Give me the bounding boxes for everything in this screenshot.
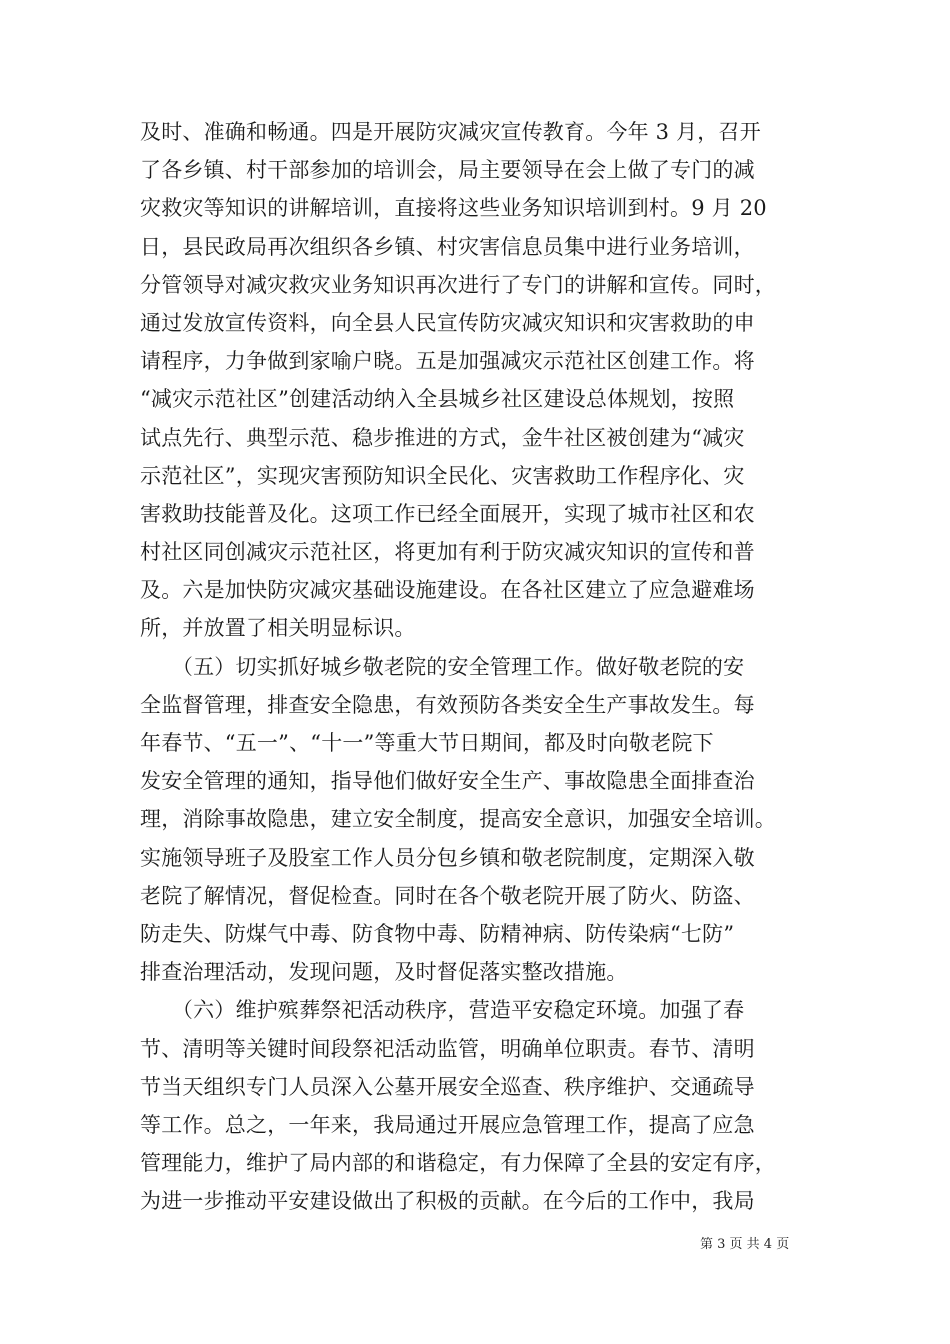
text-line-1: 及时、准确和畅通。四是开展防灾减灾宣传教育。今年 3 月，召开 — [140, 120, 761, 144]
text-line-6: 通过发放宣传资料，向全县人民宣传防灾减灾知识和灾害救助的申 — [140, 310, 755, 335]
text-line-19: 理，消除事故隐患，建立安全制度，提高安全意识，加强安全培训。 — [140, 807, 776, 832]
text-line-8: “减灾示范社区”创建活动纳入全县城乡社区建设总体规划，按照 — [140, 387, 735, 412]
text-line-11: 害救助技能普及化。这项工作已经全面展开，实现了城市社区和农 — [140, 501, 755, 526]
text-line-27: 等工作。总之，一年来，我局通过开展应急管理工作，提高了应急 — [140, 1112, 755, 1137]
text-line-20: 实施领导班子及股室工作人员分包乡镇和敬老院制度，定期深入敬 — [140, 845, 755, 870]
text-line-22: 防走失、防煤气中毒、防食物中毒、防精神病、防传染病“七防” — [140, 921, 735, 946]
text-line-24: （六）维护殡葬祭祀活动秩序，营造平安稳定环境。加强了春 — [140, 998, 745, 1023]
text-line-28: 管理能力，维护了局内部的和谐稳定，有力保障了全县的安定有序， — [140, 1151, 776, 1176]
text-line-4: 日，县民政局再次组织各乡镇、村灾害信息员集中进行业务培训， — [140, 234, 755, 259]
text-line-2: 了各乡镇、村干部参加的培训会，局主要领导在会上做了专门的减 — [140, 158, 755, 183]
text-line-12: 村社区同创减灾示范社区，将更加有利于防灾减灾知识的宣传和普 — [140, 540, 755, 565]
text-line-23: 排查治理活动，发现问题，及时督促落实整改措施。 — [140, 960, 628, 985]
text-line-7: 请程序，力争做到家喻户晓。五是加强减灾示范社区创建工作。将 — [140, 349, 755, 374]
page-number-footer: 第 3 页 共 4 页 — [700, 1237, 790, 1252]
text-line-14: 所，并放置了相关明显标识。 — [140, 616, 416, 641]
text-line-15: （五）切实抓好城乡敬老院的安全管理工作。做好敬老院的安 — [140, 654, 745, 679]
text-line-21: 老院了解情况，督促检查。同时在各个敬老院开展了防火、防盗、 — [140, 883, 755, 908]
text-line-16: 全监督管理，排查安全隐患，有效预防各类安全生产事故发生。每 — [140, 692, 755, 717]
text-line-25: 节、清明等关键时间段祭祀活动监管，明确单位职责。春节、清明 — [140, 1036, 755, 1061]
document-body — [140, 113, 810, 1220]
text-line-18: 发安全管理的通知，指导他们做好安全生产、事故隐患全面排查治 — [140, 769, 755, 794]
text-line-3: 灾救灾等知识的讲解培训，直接将这些业务知识培训到村。9 月 20 — [140, 196, 767, 221]
text-line-17: 年春节、“五一”、“十一”等重大节日期间，都及时向敬老院下 — [140, 731, 714, 755]
text-line-13: 及。六是加快防灾减灾基础设施建设。在各社区建立了应急避难场 — [140, 578, 755, 603]
text-line-10: 示范社区”，实现灾害预防知识全民化、灾害救助工作程序化、灾 — [140, 463, 745, 488]
text-line-9: 试点先行、典型示范、稳步推进的方式，金牛社区被创建为“减灾 — [140, 425, 745, 450]
text-line-26: 节当天组织专门人员深入公墓开展安全巡查、秩序维护、交通疏导 — [140, 1074, 755, 1099]
text-line-5: 分管领导对减灾救灾业务知识再次进行了专门的讲解和宣传。同时， — [140, 272, 776, 297]
text-line-29: 为进一步推动平安建设做出了积极的贡献。在今后的工作中，我局 — [140, 1189, 755, 1214]
